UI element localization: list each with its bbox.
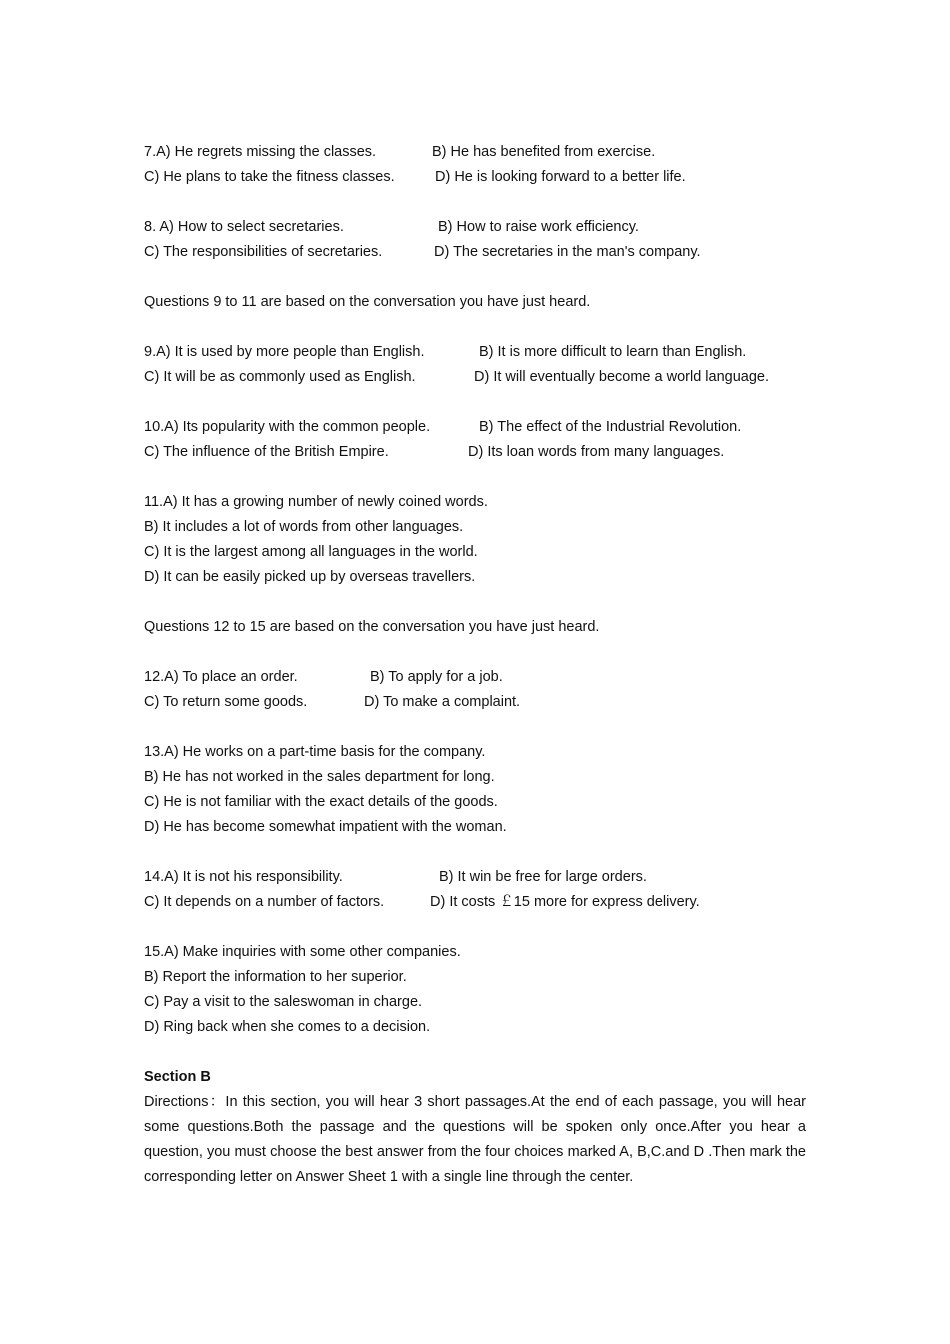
q15-option-d: D) Ring back when she comes to a decision. [144,1019,431,1035]
q12-option-d: D) To make a complaint. [364,694,521,710]
question-10-row-1 [144,415,806,440]
question-9-row-2 [144,365,806,390]
section-b-directions: Directions：In this section, you will hear 3 short passages.At the end of each passage, you will hear some questions.Both the passage and the questions will be spoken only once.After you hear a question, you must choose the best answer from the four choices marked A, B,C.and D .Then mark the corresponding letter on Answer Sheet 1 with a single line through the center. [144,1094,806,1185]
q15-option-c: C) Pay a visit to the saleswoman in charge. [144,994,423,1010]
q10-option-d: D) Its loan words from many languages. [468,444,725,460]
q7-option-c: C) He plans to take the fitness classes. [144,169,395,185]
question-10-row-2 [144,440,806,465]
q8-option-d: D) The secretaries in the man's company. [434,244,701,260]
q10-option-c: C) The influence of the British Empire. [144,444,389,460]
q15-option-a: 15.A) Make inquiries with some other companies. [144,944,461,960]
q11-option-b: B) It includes a lot of words from other languages. [144,519,464,535]
q14-option-d: D) It costs ￡15 more for express delivery. [430,894,700,910]
q9-option-b: B) It is more difficult to learn than English. [479,344,747,360]
question-14-row-1 [144,865,806,890]
section-b-heading: Section B [144,1069,211,1085]
question-12-row-2 [144,690,806,715]
q12-option-a: 12.A) To place an order. [144,669,298,685]
q8-option-c: C) The responsibilities of secretaries. [144,244,383,260]
q7-option-b: B) He has benefited from exercise. [432,144,656,160]
q9-option-a: 9.A) It is used by more people than English. [144,344,425,360]
intro-questions-9-11: Questions 9 to 11 are based on the conversation you have just heard. [144,294,591,310]
intro-questions-12-15: Questions 12 to 15 are based on the conversation you have just heard. [144,619,600,635]
question-8-row-2 [144,240,806,265]
q15-option-b: B) Report the information to her superior. [144,969,407,985]
q14-option-c: C) It depends on a number of factors. [144,894,385,910]
q13-option-b: B) He has not worked in the sales department for long. [144,769,495,785]
document-content [144,140,806,1190]
q9-option-c: C) It will be as commonly used as English. [144,369,416,385]
q13-option-d: D) He has become somewhat impatient with the woman. [144,819,507,835]
question-12-row-1 [144,665,806,690]
q13-option-a: 13.A) He works on a part-time basis for the company. [144,744,486,760]
q12-option-c: C) To return some goods. [144,694,308,710]
q13-option-c: C) He is not familiar with the exact details of the goods. [144,794,498,810]
q14-option-a: 14.A) It is not his responsibility. [144,869,343,885]
q12-option-b: B) To apply for a job. [370,669,503,685]
q7-option-d: D) He is looking forward to a better life. [435,169,686,185]
q10-option-a: 10.A) Its popularity with the common people. [144,419,431,435]
question-7-row-1 [144,140,806,165]
question-9-row-1 [144,340,806,365]
q11-option-c: C) It is the largest among all languages in the world. [144,544,478,560]
q14-option-b: B) It win be free for large orders. [439,869,647,885]
q8-option-a: 8. A) How to select secretaries. [144,219,344,235]
q10-option-b: B) The effect of the Industrial Revolution. [479,419,742,435]
q9-option-d: D) It will eventually become a world language. [474,369,769,385]
question-8-row-1 [144,215,806,240]
q11-option-d: D) It can be easily picked up by overseas travellers. [144,569,476,585]
question-14-row-2 [144,890,806,915]
question-7-row-2 [144,165,806,190]
q7-option-a: 7.A) He regrets missing the classes. [144,144,377,160]
q8-option-b: B) How to raise work efficiency. [438,219,639,235]
q11-option-a: 11.A) It has a growing number of newly coined words. [144,494,488,510]
